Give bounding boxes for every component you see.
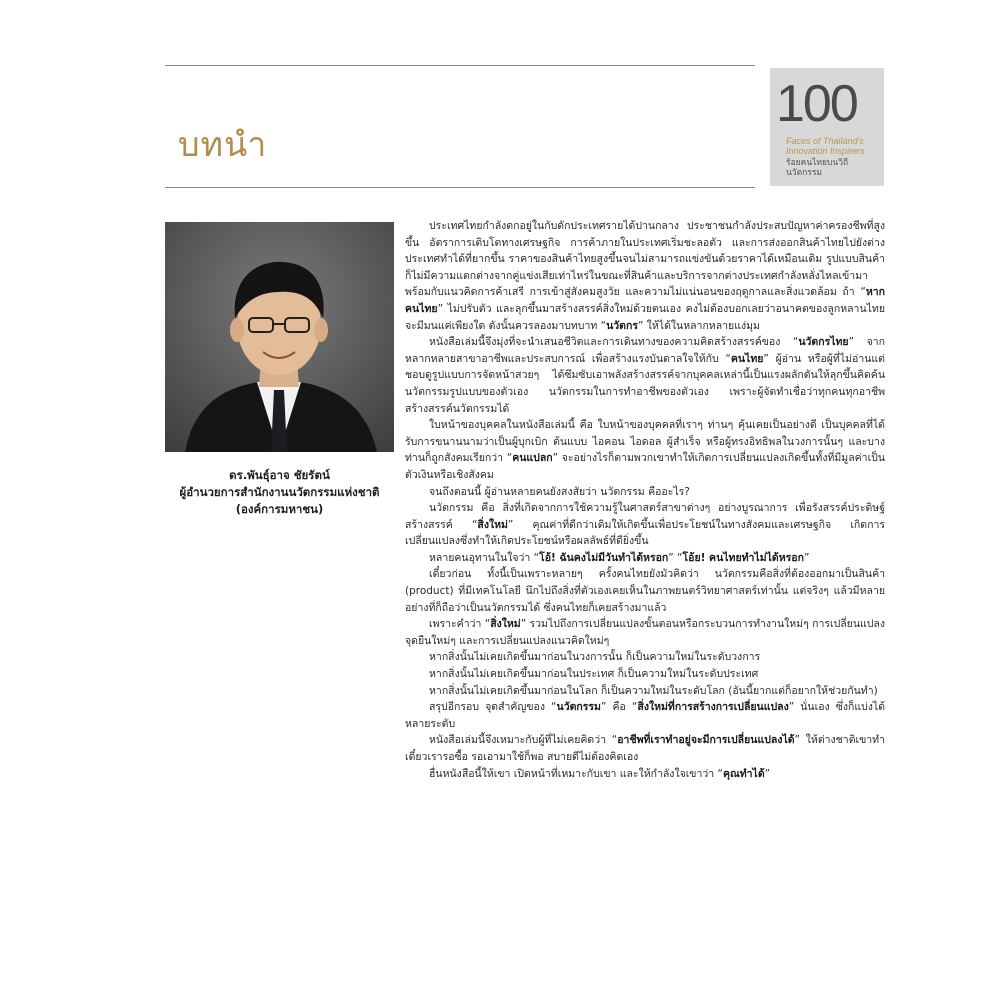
portrait-illustration	[165, 222, 394, 452]
portrait-caption	[165, 467, 394, 518]
paragraph-text: จนถึงตอนนี้ ผู้อ่านหลายคนยังสงสัยว่า นวัตกรรม คืออะไร?	[429, 485, 690, 498]
body-paragraph	[405, 550, 885, 567]
body-paragraph	[405, 649, 885, 666]
emphasis-text: โอ้! ฉันคงไม่มีวันทำได้หรอก	[539, 551, 669, 564]
paragraph-text: ” ให้ต่างชาติเขาทำ เดี๋ยวเรารอซื้อ รอเอามาใช้ก็พอ สบายดีไม่ต้องคิดเอง	[405, 734, 885, 763]
emphasis-text: นวัตกรไทย	[798, 336, 849, 349]
portrait-organization: (องค์การมหาชน)	[235, 502, 324, 516]
paragraph-text: ”	[803, 551, 810, 564]
body-paragraph	[405, 766, 885, 783]
portrait-position: ผู้อำนวยการสำนักงานนวัตกรรมแห่งชาติ	[179, 485, 380, 499]
body-paragraph	[405, 732, 885, 765]
paragraph-text: หากสิ่งนั้นไม่เคยเกิดขึ้นมาก่อนในวงการนั้น ก็เป็นความใหม่ในระดับวงการ	[429, 651, 761, 664]
paragraph-text: หนังสือเล่มนี้จึงมุ่งที่จะนำเสนอชีวิตและการเดินทางของความคิดสร้างสรรค์ของ “	[429, 336, 799, 349]
paragraph-text: นวัตกรรม คือ สิ่งที่เกิดจากการใช้ความรู้ในศาสตร์สาขาต่างๆ อย่างบูรณาการ เพื่อรังสรรค์ประดิษฐ์สร้างสรรค์ “	[405, 502, 885, 531]
emphasis-text: อาชีพที่เราทำอยู่จะมีการเปลี่ยนแปลงได้	[617, 734, 795, 747]
body-paragraph	[405, 683, 885, 700]
portrait-name: ดร.พันธุ์อาจ ชัยรัตน์	[229, 468, 330, 482]
paragraph-text: ” ไม่ปรับตัว และลุกขึ้นมาสร้างสรรค์สิ่งใหม่ด้วยตนเอง คงไม่ต้องบอกเลยว่าอนาคตของลูกหลานไทยจะมีมนแค่เพียงใด ดังนั้นควรลองมาบทบาท “	[405, 302, 885, 332]
page-title: บทนำ	[178, 125, 268, 165]
header-bottom-rule	[165, 187, 755, 188]
paragraph-text: หลายคนอุทานในใจว่า “	[429, 551, 540, 564]
body-paragraph	[405, 334, 885, 417]
emphasis-text: สิ่งใหม่	[477, 518, 508, 531]
paragraph-text: ” ให้ได้ในหลากหลายแง่มุม	[637, 319, 760, 332]
body-paragraph	[405, 566, 885, 616]
portrait-photo	[165, 222, 394, 452]
body-paragraph	[405, 484, 885, 501]
body-paragraph	[405, 666, 885, 683]
paragraph-text: ”	[764, 767, 771, 780]
paragraph-text: ฮื่นหนังสือนี้ให้เขา เปิดหน้าที่เหมาะกับเขา และให้กำลังใจเขาว่า “	[429, 767, 723, 780]
paragraph-text: ” นั่นเอง ซึ่งก็แบ่งได้หลายระดับ	[405, 701, 886, 730]
paragraph-text: หากสิ่งนั้นไม่เคยเกิดขึ้นมาก่อนในโลก ก็เป็นความใหม่ในระดับโลก (อันนี้ยากแต่ก็อยากให้ช่วยกันทำ)	[429, 684, 878, 697]
body-paragraph	[405, 699, 885, 732]
emphasis-text: สิ่งใหม่ที่การสร้างการเปลี่ยนแปลง	[637, 701, 789, 714]
body-paragraph	[405, 218, 885, 334]
introduction-body	[405, 218, 885, 782]
badge-line-2: Innovation Inspirers	[786, 146, 865, 156]
paragraph-text: ” ผู้อ่าน หรือผู้ที่ไม่อ่านแต่ชอบดูรูปแบบการจัดหน้าสวยๆ ได้ซึมซับเอาพลังสร้างสรรค์จากบุคคลเหล่านี้เป็นแรงผลักดันให้ลุกขึ้นคิดค้นนวัตกรรมรูปแบบของตัวเอง นวัตกรรมในการทำอาชีพของตัวเอง เพราะผู้จัดทำเชื่อว่าทุกคนทุกอาชีพสร้างสรรค์นวัตกรรมได้	[405, 352, 885, 415]
badge-number: 100	[776, 75, 857, 133]
emphasis-text: สิ่งใหม่	[490, 618, 521, 631]
paragraph-text: ” “	[668, 551, 683, 564]
badge-line-1: Faces of Thailand's	[786, 136, 864, 146]
body-paragraph	[405, 616, 885, 649]
emphasis-text: คนไทย	[730, 352, 764, 365]
body-paragraph	[405, 417, 885, 483]
paragraph-text: เพราะคำว่า “	[429, 618, 491, 631]
paragraph-text: ” จากหลากหลายสาขาอาชีพและประสบการณ์ เพื่อสร้างแรงบันดาลใจให้กับ “	[405, 336, 885, 365]
emphasis-text: นวัตกรรม	[556, 701, 601, 714]
emphasis-text: นวัตกร	[606, 319, 638, 332]
paragraph-text: ” รวมไปถึงการเปลี่ยนแปลงขั้นตอนหรือกระบวนการทำงานใหม่ๆ การเปลี่ยนแปลงจุดยืนใหม่ๆ และการเปลี่ยนแปลงแนวคิดใหม่ๆ	[405, 618, 885, 647]
paragraph-text: หากสิ่งนั้นไม่เคยเกิดขึ้นมาก่อนในประเทศ ก็เป็นความใหม่ในระดับประเทศ	[429, 668, 759, 681]
emphasis-text: คุณทำได้	[722, 767, 765, 780]
body-paragraph	[405, 500, 885, 550]
book-logo-badge	[770, 68, 884, 186]
paragraph-text: ” คือ “	[600, 701, 638, 714]
badge-line-3: ร้อยคนไทยบนวิถีนวัตกรรม	[786, 158, 849, 178]
paragraph-text: ” จะอย่างไรก็ตามพวกเขาทำให้เกิดการเปลี่ยนแปลงเกิดขึ้นทั้งที่มีมูลค่าเป็นตัวเงินหรือเชิงสังคม	[405, 452, 886, 481]
paragraph-text: ” คุณค่าที่ดีกว่าเดิมให้เกิดขึ้นเพื่อประโยชน์ในทางสังคมและเศรษฐกิจ เกิดการเปลี่ยนแปลงซึ่งทำให้เกิดประโยชน์หรือผลลัพธ์ที่ดียิ่งขึ้น	[405, 518, 885, 548]
emphasis-text: โอ้ย! คนไทยทำไม่ได้หรอก	[682, 551, 804, 564]
paragraph-text: เดี๋ยวก่อน ทั้งนี้เป็นเพราะหลายๆ ครั้งคนไทยยังมัวคิดว่า นวัตกรรมคือสิ่งที่ต้องออกมาเป็นสินค้า (product) ที่มีเทคโนโลยี นึกไปถึงสิ่งที่ตัวเองเคยเห็นในภาพยนตร์วิทยาศาสตร์เท่านั้น แต่จริงๆ แล้วมีหลายอย่างที่ก็ถือว่าเป็นนวัตกรรมได้ ซึ่งคนไทยก็เคยสร้างมาแล้ว	[405, 568, 885, 614]
paragraph-text: ประเทศไทยกำลังตกอยู่ในกับดักประเทศรายได้ปานกลาง ประชาชนกำลังประสบปัญหาค่าครองชีพที่สูงขึ้น อัตราการเติบโตทางเศรษฐกิจ การค้าภายในประเทศเริ่มชะลอตัว และการส่งออกสินค้าไทยไปยังต่างประเทศทำได้ที่ยากขึ้น ราคาของสินค้าไทยสูงขึ้นจนไม่สามารถแข่งขันด้วยราคาได้เหมือนเดิม รูปแบบสินค้าก็ไม่มีความแตกต่างจากคู่แข่งเสียเท่าไหร่ในขณะที่สินค้าและบริการจากต่างประเทศกำลังหลั่งไหลเข้ามาพร้อมกับแนวคิดการค้าเสรี การเข้าสู่สังคมสูงวัย และความไม่แน่นอนของฤดูกาลและสิ่งแวดล้อม ถ้า “	[405, 220, 885, 299]
paragraph-text: หนังสือเล่มนี้จึงเหมาะกับผู้ที่ไม่เคยคิดว่า “	[429, 734, 618, 747]
paragraph-text: ใบหน้าของบุคคลในหนังสือเล่มนี้ คือ ใบหน้าของบุคคลที่เราๆ ท่านๆ คุ้นเคยเป็นอย่างดี เป็นบุคคลที่ได้รับการขนานนามว่าเป็นผู้บุกเบิก ต้นแบบ ไอคอน ไอดอล ผู้สำเร็จ หรือผู้ทรงอิทธิพลในวงการนั้นๆ และบางท่านก็ถูกสังคมเรียกว่า “	[405, 419, 885, 465]
emphasis-text: หากคนไทย	[405, 286, 885, 315]
paragraph-text: สรุปอีกรอบ จุดสำคัญของ “	[429, 701, 557, 714]
header-top-rule	[165, 65, 755, 66]
emphasis-text: คนแปลก	[512, 452, 553, 465]
